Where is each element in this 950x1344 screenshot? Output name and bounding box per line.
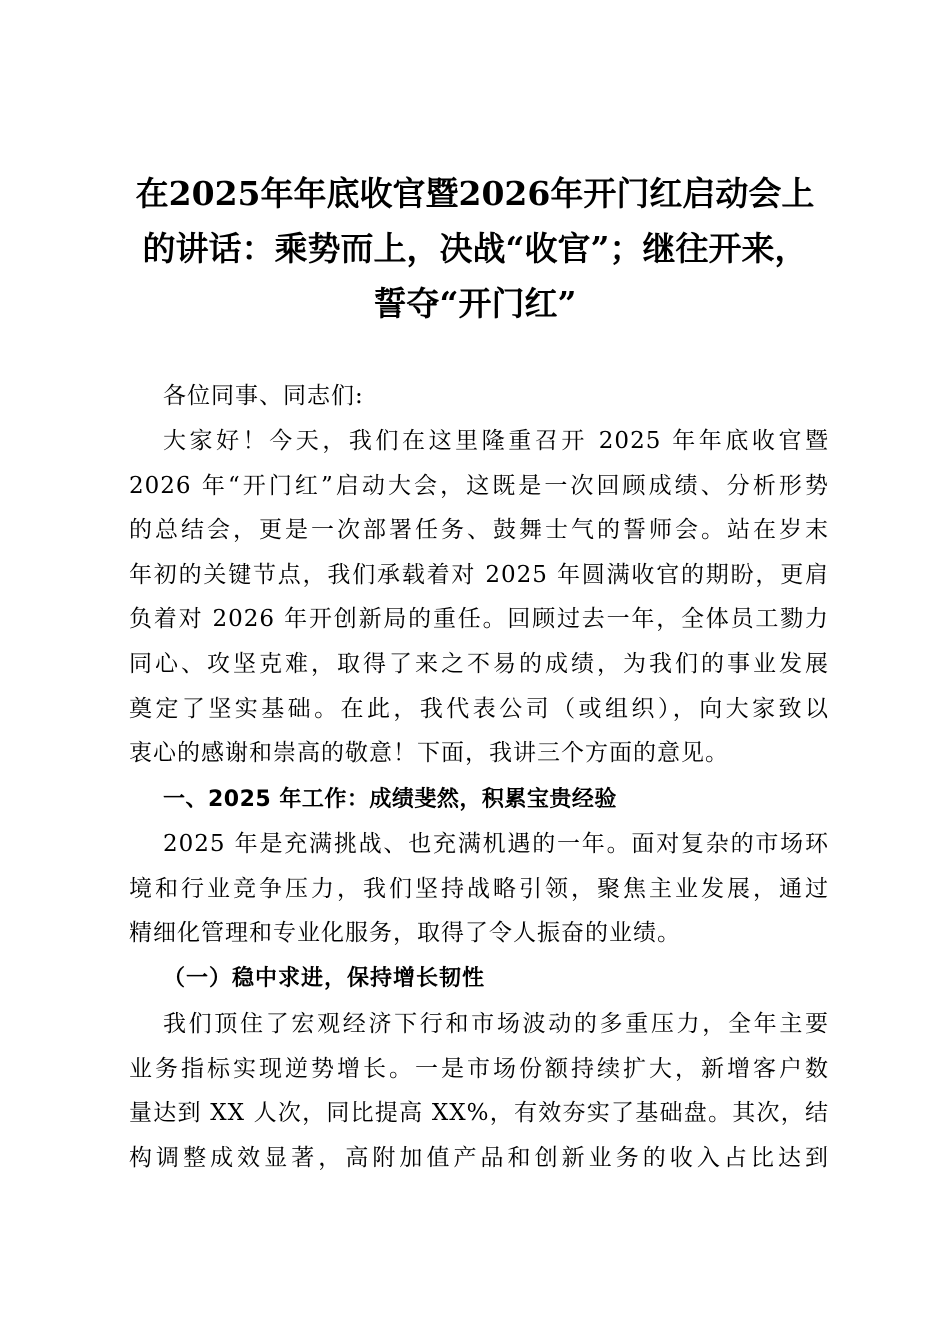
paragraph-line: 年初的关键节点，我们承载着对 2025 年圆满收官的期盼，更肩 xyxy=(129,561,829,588)
document-title xyxy=(110,166,840,331)
paragraph-line: 量达到 XX 人次，同比提高 XX%，有效夯实了基础盘。其次，结 xyxy=(129,1100,829,1127)
title-line: 在2025年年底收官暨2026年开门红启动会上 xyxy=(135,174,815,213)
title-line: 的讲话：乘势而上，决战“收官”；继往开来， xyxy=(142,229,808,268)
salutation-text: 各位同事、同志们: xyxy=(163,383,364,409)
subsection-paragraph xyxy=(129,1002,829,1180)
title-line: 誓夺“开门红” xyxy=(373,284,577,323)
paragraph-line: 2025 年是充满挑战、也充满机遇的一年。面对复杂的市场环 xyxy=(163,831,829,857)
paragraph-line: 负着对 2026 年开创新局的重任。回顾过去一年，全体员工勠力 xyxy=(129,606,829,633)
paragraph-line: 构调整成效显著，高附加值产品和创新业务的收入占比达到 xyxy=(129,1144,829,1171)
paragraph-line: 大家好！今天，我们在这里隆重召开 2025 年年底收官暨 xyxy=(163,428,829,454)
paragraph-line: 业务指标实现逆势增长。一是市场份额持续扩大，新增客户数 xyxy=(129,1055,829,1082)
paragraph-line: 衷心的感谢和崇高的敬意！下面，我讲三个方面的意见。 xyxy=(129,740,729,767)
paragraph-line: 奠定了坚实基础。在此，我代表公司（或组织），向大家致以 xyxy=(129,695,829,722)
subsection-heading-text: （一）稳中求进，保持增长韧性 xyxy=(163,965,486,991)
paragraph-line: 境和行业竞争压力，我们坚持战略引领，聚焦主业发展，通过 xyxy=(129,875,829,902)
section-heading-text: 一、2025 年工作：成绩斐然，积累宝贵经验 xyxy=(163,787,617,812)
paragraph-line: 我们顶住了宏观经济下行和市场波动的多重压力，全年主要 xyxy=(163,1011,829,1037)
salutation xyxy=(129,374,863,419)
section-heading xyxy=(129,778,863,823)
paragraph-line: 同心、攻坚克难，取得了来之不易的成绩，为我们的事业发展 xyxy=(129,650,829,677)
paragraph-line: 精细化管理和专业化服务，取得了令人振奋的业绩。 xyxy=(129,920,681,947)
intro-paragraph xyxy=(129,419,829,776)
section-paragraph xyxy=(129,822,829,956)
paragraph-line: 的总结会，更是一次部署任务、鼓舞士气的誓师会。站在岁末 xyxy=(129,517,829,544)
paragraph-line: 2026 年“开门红”启动大会，这既是一次回顾成绩、分析形势 xyxy=(129,472,829,499)
subsection-heading xyxy=(129,956,863,1001)
